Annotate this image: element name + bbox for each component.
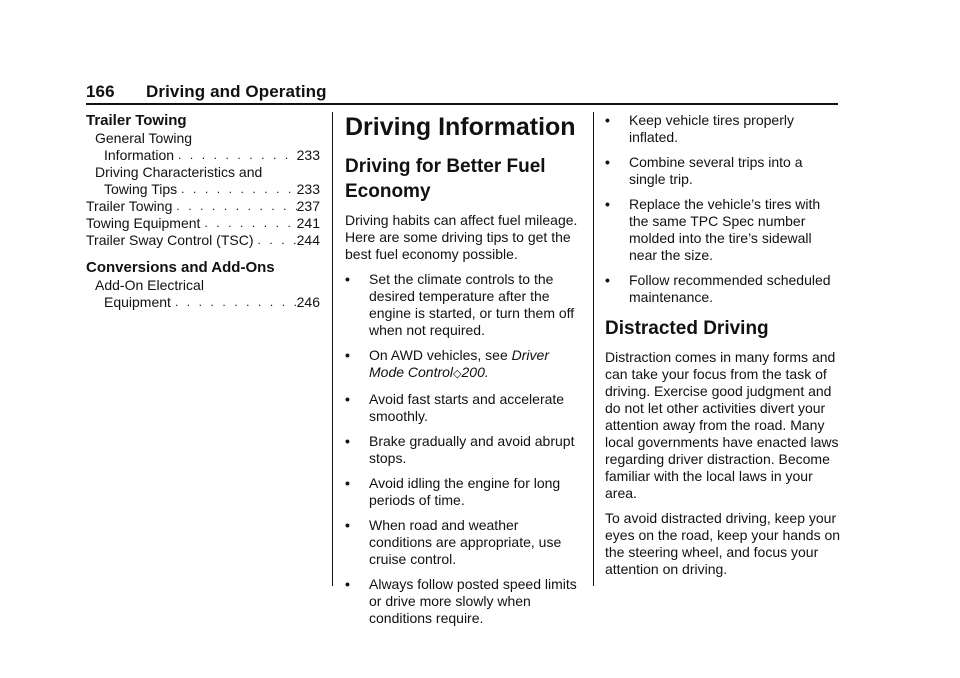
bullet-item [345,517,581,568]
toc-entry-line: Add-On Electrical [95,277,204,293]
toc-leader-dots [172,198,296,215]
page-header [86,82,327,102]
distracted-paragraph-2: To avoid distracted driving, keep your eyes on the road, keep your hands on the steering wheel, and focus your attention on driving. [605,510,841,577]
toc-page-number: 244 [296,232,320,248]
toc-page-number: 233 [296,147,320,163]
toc-entry [86,130,320,164]
toc-entry-line: General Towing [95,130,193,146]
bullet-text-content: Set the climate controls to the desired temperature after the engine is started, or turn them off when not required. [369,271,575,338]
toc-entry [86,164,320,198]
section-title: Driving and Operating [146,82,327,101]
toc-entry-row [95,294,320,311]
bullet-text: Follow recommended scheduled maintenance. [629,272,831,305]
toc-entry-title: Information [104,147,175,163]
bullet-item [345,433,581,467]
main-column-1 [345,112,581,635]
distracted-driving-heading: Distracted Driving [605,318,769,339]
main-column-2 [605,112,841,586]
toc-heading: Conversions and Add-Ons [86,259,275,276]
toc-leader-dots [171,294,297,311]
bullet-mark: • [345,576,350,592]
toc-heading: Trailer Towing [86,112,187,129]
bullet-text [369,433,581,467]
bullet-text-content: When road and weather conditions are appropriate, use cruise control. [369,517,562,567]
toc-page-number: 233 [296,181,320,197]
bullet-item [345,391,581,425]
toc-entry [86,215,320,232]
toc-entry-title: Trailer Sway Control (TSC) [86,232,254,248]
toc-entry [86,277,320,311]
bullet-text [369,517,581,568]
toc-entry [86,198,320,215]
toc-page-number: 241 [296,215,320,231]
toc-leader-dots [254,232,297,249]
toc-entry-row [95,181,320,198]
toc-entry-row [86,198,320,215]
bullet-text-content: On AWD vehicles, see [369,347,508,363]
bullet-text-content: Avoid idling the engine for long periods of time. [369,475,561,508]
cross-reference-link[interactable]: Driver Mode Control [369,347,549,380]
chapter-title: Driving Information [345,113,576,141]
page-number: 166 [86,82,115,101]
bullet-mark: • [345,271,350,287]
bullet-mark: • [345,475,350,491]
toc-page-number: 237 [296,198,320,214]
bullet-mark: • [605,272,610,288]
toc-entry-title: Towing Equipment [86,215,201,231]
bullet-item [605,272,841,306]
bullet-mark: • [345,347,350,363]
bullet-text [369,347,581,383]
column-divider-1 [332,112,333,586]
toc-column [86,112,320,311]
bullet-text [369,391,581,425]
fuel-intro-paragraph: Driving habits can affect fuel mileage. Here are some driving tips to get the best fuel economy possible. [345,212,578,262]
bullet-text-content: Always follow posted speed limits or drive more slowly when conditions require. [369,576,577,626]
bullet-text [369,271,581,339]
bullet-item [605,196,841,264]
bullet-item [605,112,841,146]
cross-reference-page: 200. [461,364,489,380]
bullet-text: Replace the vehicle’s tires with the same TPC Spec number molded into the tire’s sidewall near the size. [629,196,821,263]
bullet-text-content: Brake gradually and avoid abrupt stops. [369,433,575,466]
bullet-text: Keep vehicle tires properly inflated. [629,112,794,145]
bullet-item [605,154,841,188]
fuel-economy-heading: Driving for Better Fuel Economy [345,156,546,202]
bullet-mark: • [345,391,350,407]
bullet-item [345,475,581,509]
bullet-mark: • [345,517,350,533]
toc-list [86,112,320,311]
toc-entry-row [86,232,320,249]
toc-entry-title: Towing Tips [104,181,178,197]
toc-entry-line: Driving Characteristics and [95,164,263,180]
toc-leader-dots [177,181,296,198]
bullet-item [345,347,581,383]
bullet-mark: • [345,433,350,449]
toc-entry-title: Trailer Towing [86,198,173,214]
header-rule [86,103,838,105]
bullet-item [345,576,581,627]
bullet-text [369,475,581,509]
toc-entry-row [86,215,320,232]
bullet-mark: • [605,154,610,170]
fuel-tips-list-continued [605,112,841,306]
bullet-text [369,576,581,627]
bullet-mark: • [605,196,610,212]
toc-entry [86,232,320,249]
distracted-paragraph-1: Distraction comes in many forms and can take your focus from the task of driving. Exercise good judgment and do not let other activities divert your attention away from the road. Many local governments have enacted laws regarding driver distraction. Become familiar with the local laws in your area. [605,349,839,501]
toc-leader-dots [200,215,296,232]
toc-page-number: 246 [296,294,320,310]
toc-leader-dots [174,147,297,164]
bullet-mark: • [605,112,610,128]
page-ref-icon: ◇ [453,368,462,380]
bullet-text: Combine several trips into a single trip. [629,154,803,187]
toc-entry-row [95,147,320,164]
bullet-text-content: Avoid fast starts and accelerate smoothly. [369,391,565,424]
fuel-tips-list [345,271,581,627]
toc-entry-title: Equipment [104,294,171,310]
bullet-item [345,271,581,339]
column-divider-2 [593,112,594,586]
